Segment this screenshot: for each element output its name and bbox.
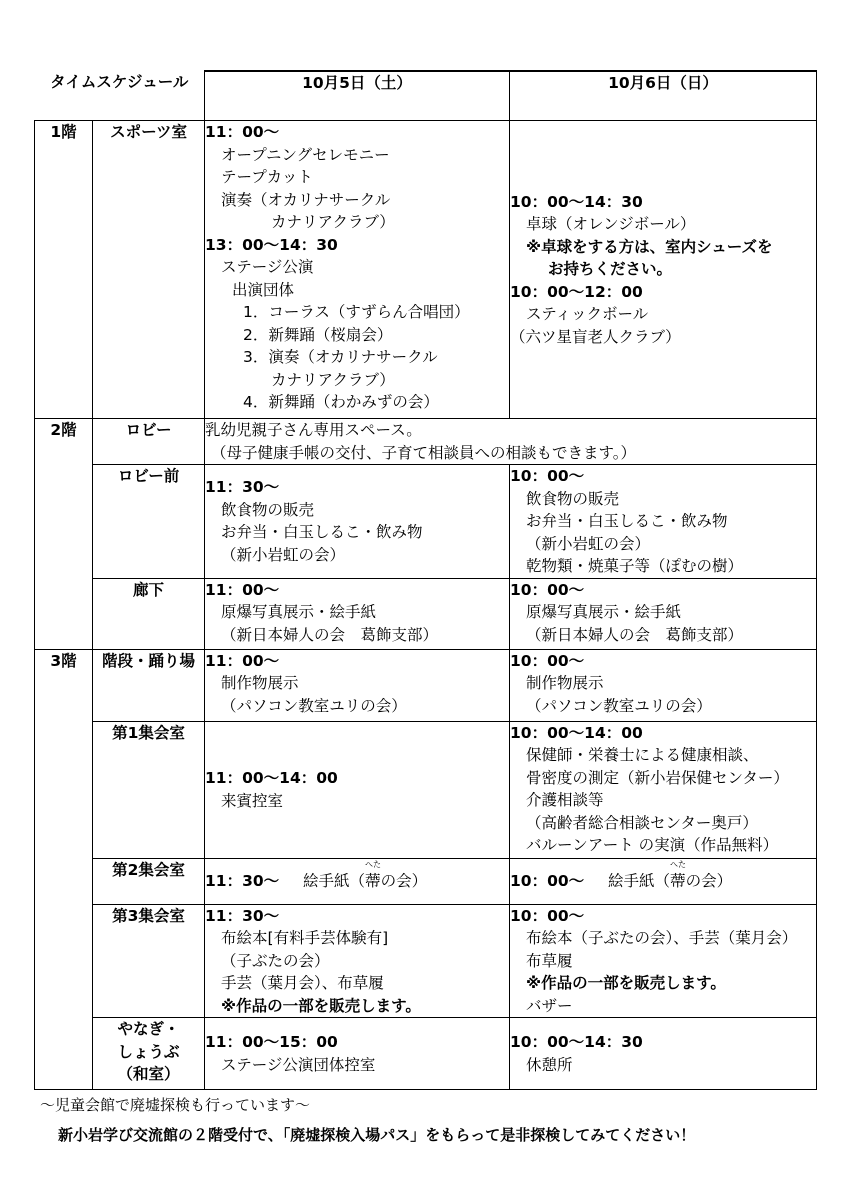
ruby-kanji: [670, 859, 687, 893]
event-line: 骨密度の測定（新小岩保健センター）: [526, 768, 789, 787]
floor1-row: [35, 121, 817, 419]
floor2-lobby-row: [35, 419, 817, 465]
event-line: （高齢者総合相談センター奥戸）: [526, 813, 758, 832]
event-line: お弁当・白玉しるこ・飲み物: [526, 512, 728, 530]
corridor-day2-cell: [510, 578, 817, 649]
hall2-day2-cell: [510, 858, 817, 904]
event-text: 絵手紙（: [303, 871, 366, 890]
floor3-japanese-room-row: [35, 1018, 817, 1090]
corridor-day1-cell: [205, 578, 510, 649]
room-japanese: [93, 1018, 205, 1090]
event-line: 飲食物の販売: [221, 500, 315, 519]
event-text: の会）: [380, 871, 428, 890]
event-line: （新小岩虹の会）: [221, 545, 346, 564]
floor2-corridor-row: [35, 578, 817, 649]
event-line: 原爆写真展示・絵手紙: [221, 603, 377, 621]
room-line: やなぎ・: [117, 1020, 180, 1038]
time: 10：00～14：30: [510, 1033, 643, 1051]
room-line: （和室）: [117, 1065, 180, 1083]
room-hall2: 第2集会室: [93, 858, 205, 904]
floor-2-label: 2階: [35, 419, 93, 650]
room-lobby: ロビー: [93, 419, 205, 465]
event-text: 絵手紙（: [608, 871, 671, 890]
event-line: スティックボール: [526, 305, 649, 324]
event-line: 乳幼児親子さん専用スペース。: [205, 421, 422, 439]
event-line: 飲食物の販売: [526, 489, 620, 508]
hall2-day1-line: [205, 859, 509, 893]
time: 10：00～14：00: [510, 723, 643, 742]
schedule-table: [34, 70, 817, 1090]
ruby-reading: へた: [670, 859, 687, 869]
event-line: カナリアクラブ）: [271, 213, 395, 231]
kanji: 蔕: [670, 871, 686, 890]
time: 13：00～14：30: [205, 235, 338, 254]
event-line: 卓球（オレンジボール）: [526, 215, 696, 234]
event-line: 4．新舞踊（わかみずの会）: [243, 393, 439, 411]
event-line: 3．演奏（オカリナサークル: [243, 348, 438, 366]
event-line: 保健師・栄養士による健康相談、: [526, 746, 759, 764]
time: 11：00～14：00: [205, 769, 338, 787]
floor2-lobby-front-row: [35, 465, 817, 579]
room-corridor: 廊下: [93, 578, 205, 649]
event-line: 1．コーラス（すずらん合唱団）: [243, 303, 470, 321]
room-line: しょうぶ: [117, 1042, 180, 1061]
kanji: 蔕: [365, 871, 381, 890]
event-line: 制作物展示: [526, 674, 604, 692]
lobby-cell: [205, 419, 817, 465]
hall3-day1-cell: [205, 904, 510, 1018]
event-line: 休憩所: [526, 1055, 573, 1074]
event-line: 原爆写真展示・絵手紙: [526, 603, 682, 621]
lobby-front-day2-cell: [510, 465, 817, 579]
footer-note-body: 新小岩学び交流館の２階受付で、「廃墟探検入場パス」をもらって是非探検してみてください！: [58, 1126, 696, 1144]
time: 10：00～14：30: [510, 192, 643, 211]
japanese-day2-cell: [510, 1018, 817, 1090]
event-line: バルーンアート の実演（作品無料）: [526, 836, 779, 854]
floor-3-label: 3階: [35, 649, 93, 1090]
hall1-day2-cell: [510, 721, 817, 858]
room-hall1: 第1集会室: [93, 721, 205, 858]
stairs-day2-cell: [510, 649, 817, 721]
time: 11：00～: [205, 580, 280, 599]
note-line: ※作品の一部を販売します。: [526, 974, 726, 992]
note-line: ※卓球をする方は、室内シューズを: [526, 237, 773, 256]
event-line: ステージ公演団体控室: [221, 1055, 376, 1074]
event-line: （新日本婦人の会 葛飾支部）: [526, 625, 744, 644]
time: 11：00～15：00: [205, 1033, 338, 1051]
time: 10：00～: [510, 580, 585, 599]
floor3-hall3-row: [35, 904, 817, 1018]
note-line: ※作品の一部を販売します。: [221, 996, 421, 1015]
event-line: （パソコン教室ユリの会）: [526, 696, 712, 715]
japanese-day1-cell: [205, 1018, 510, 1090]
floor1-day1-cell: [205, 121, 510, 419]
event-line: 布草履: [526, 951, 573, 970]
time: 11：00～: [205, 123, 280, 141]
header-row: [35, 71, 817, 121]
stairs-day1-cell: [205, 649, 510, 721]
lobby-front-day1-cell: [205, 465, 510, 579]
event-line: （子ぶたの会）: [221, 951, 330, 970]
floor3-hall2-row: [35, 858, 817, 904]
time: 10：00～: [510, 906, 585, 925]
event-line: 布絵本（子ぶたの会）、手芸（葉月会）: [526, 929, 798, 947]
room-stairs: 階段・踊り場: [93, 649, 205, 721]
room-sports: スポーツ室: [93, 121, 205, 419]
event-line: お弁当・白玉しるこ・飲み物: [221, 523, 423, 542]
time: 11：30～: [205, 906, 280, 925]
event-line: 2．新舞踊（桜扇会）: [243, 325, 393, 344]
schedule-title: タイムスケジュール: [35, 71, 205, 121]
time: 10：00～12：00: [510, 282, 643, 301]
event-line: 演奏（オカリナサークル: [221, 190, 391, 209]
note-line: お持ちください。: [548, 260, 673, 279]
hall2-day2-line: [510, 859, 816, 893]
day2-header: 10月6日（日）: [510, 71, 817, 121]
time: 10：00～: [510, 467, 585, 485]
time: 11：30～: [205, 478, 280, 497]
event-line: （パソコン教室ユリの会）: [221, 696, 407, 715]
event-line: 手芸（葉月会）、布草履: [221, 974, 384, 992]
hall1-day1-cell: [205, 721, 510, 858]
floor3-stairs-row: [35, 649, 817, 721]
event-line: （六ツ星盲老人クラブ）: [510, 327, 681, 346]
event-line: テープカット: [221, 168, 313, 186]
event-line: 布絵本[有料手芸体験有]: [221, 929, 389, 947]
event-line: 介護相談等: [526, 791, 604, 809]
event-line: カナリアクラブ）: [271, 370, 395, 389]
room-lobby-front: ロビー前: [93, 465, 205, 579]
hall2-day1-cell: [205, 858, 510, 904]
event-line: バザー: [526, 996, 573, 1015]
room-hall3: 第3集会室: [93, 904, 205, 1018]
ruby-reading: へた: [365, 859, 382, 869]
time: 11：00～: [205, 651, 280, 670]
event-line: （新小岩虹の会）: [526, 534, 651, 553]
ruby-kanji: [365, 859, 382, 893]
event-line: 出演団体: [232, 280, 295, 299]
time: 10：00～: [510, 651, 585, 670]
event-line: （母子健康手帳の交付、子育て相談員への相談もできます。）: [211, 443, 637, 462]
hall3-day2-cell: [510, 904, 817, 1018]
floor1-day2-cell: [510, 121, 817, 419]
event-line: 来賓控室: [221, 791, 284, 810]
event-line: 乾物類・焼菓子等（ぽむの樹）: [526, 557, 744, 575]
event-line: （新日本婦人の会 葛飾支部）: [221, 625, 439, 644]
event-line: 制作物展示: [221, 674, 299, 692]
day1-header: 10月5日（土）: [205, 71, 510, 121]
event-line: オープニングセレモニー: [221, 145, 390, 164]
floor-1-label: 1階: [35, 121, 93, 419]
time: 11：30～: [205, 871, 280, 890]
floor3-hall1-row: [35, 721, 817, 858]
time: 10：00～: [510, 871, 585, 890]
footer-note-title: ～児童会館で廃墟探検も行っています～: [40, 1096, 311, 1114]
event-text: の会）: [685, 871, 733, 890]
event-line: ステージ公演: [221, 258, 314, 276]
